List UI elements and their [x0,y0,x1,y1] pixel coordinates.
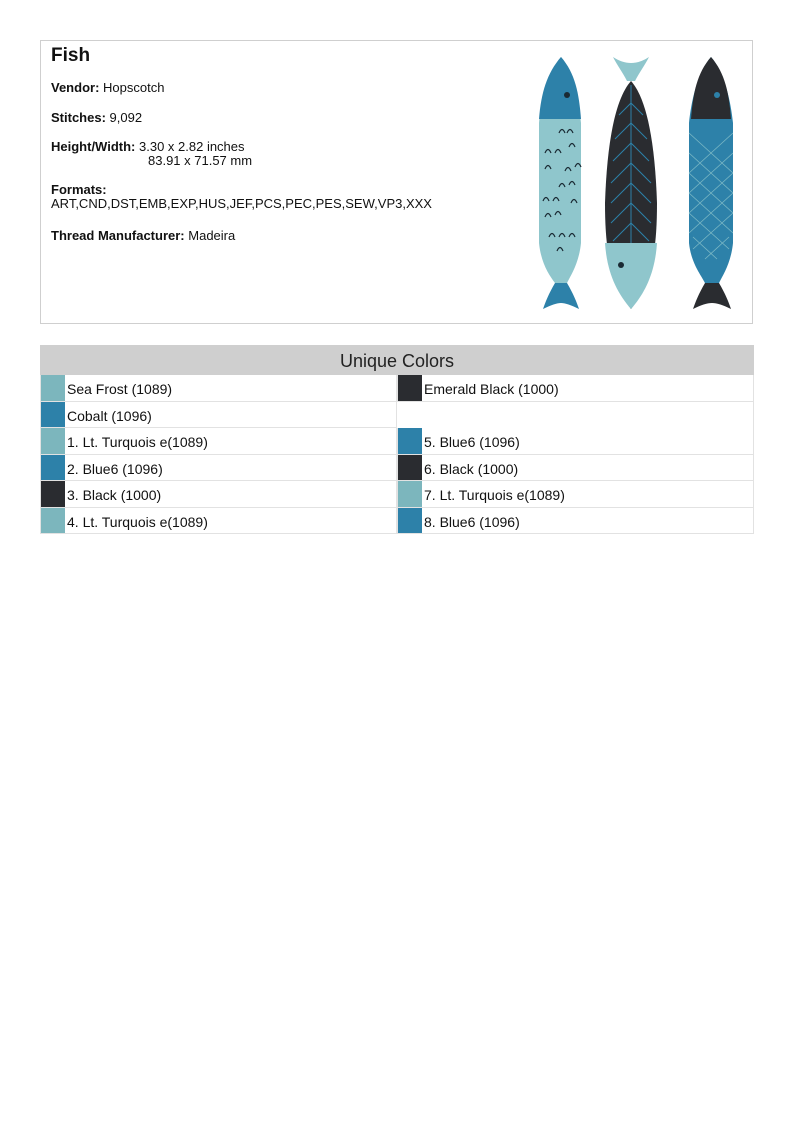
vendor-row [51,81,164,95]
table-row [40,455,754,482]
color-cell [40,428,397,455]
empty-cell [397,402,754,429]
stitches-label: Stitches: [51,110,106,125]
color-swatch [398,508,422,534]
color-cell [397,375,754,402]
color-cell [40,402,397,429]
size-mm: 83.91 x 71.57 mm [148,153,253,168]
color-name: 1. Lt. Turquois e(1089) [67,434,208,450]
color-cell [397,481,754,508]
unique-colors-table [40,345,754,534]
size-inches: 3.30 x 2.82 inches [139,139,245,154]
color-cell [397,455,754,482]
color-swatch [398,428,422,454]
size-row [51,140,245,154]
color-name: 3. Black (1000) [67,487,162,503]
color-swatch [41,402,65,428]
color-name: 4. Lt. Turquois e(1089) [67,513,208,530]
color-cell [40,375,397,402]
color-name: Emerald Black (1000) [424,381,559,397]
color-swatch [398,455,422,481]
color-swatch [398,375,422,401]
size-label: Height/Width: [51,139,136,154]
design-title: Fish [51,45,91,66]
fish-dark-icon [605,57,657,309]
table-row [40,508,754,535]
color-swatch [398,481,422,507]
color-name: 6. Black (1000) [424,460,519,477]
thread-row [51,229,235,243]
color-swatch [41,508,65,534]
color-swatch [41,455,65,481]
table-row [40,375,754,402]
color-name: 2. Blue6 (1096) [67,460,163,477]
unique-colors-header: Unique Colors [40,345,754,375]
color-swatch [41,428,65,454]
table-row [40,402,754,429]
stitches-row [51,111,142,125]
table-row [40,428,754,455]
color-name: 5. Blue6 (1096) [424,434,520,450]
vendor-label: Vendor: [51,80,100,95]
color-swatch [41,481,65,507]
fish-blue-icon [689,57,733,309]
color-name: Sea Frost (1089) [67,381,173,397]
table-row [40,481,754,508]
color-name: 7. Lt. Turquois e(1089) [424,487,565,503]
fish-light-icon [539,57,581,309]
color-cell [397,428,754,455]
color-swatch [41,375,65,401]
color-cell [40,508,397,535]
thread-label: Thread Manufacturer: [51,228,185,243]
color-name: 8. Blue6 (1096) [424,513,520,530]
formats-label: Formats: [51,182,107,197]
color-cell [397,508,754,535]
color-cell [40,455,397,482]
formats-value: ART,CND,DST,EMB,EXP,HUS,JEF,PCS,PEC,PES,SEW,VP3,XXX [51,196,432,211]
vendor-value: Hopscotch [103,80,165,95]
thread-value: Madeira [188,228,236,243]
design-info-panel [40,40,753,324]
stitches-value: 9,092 [109,110,143,125]
fish-design-preview [521,53,745,311]
color-name: Cobalt (1096) [67,407,152,424]
formats-block [51,183,432,211]
color-cell [40,481,397,508]
